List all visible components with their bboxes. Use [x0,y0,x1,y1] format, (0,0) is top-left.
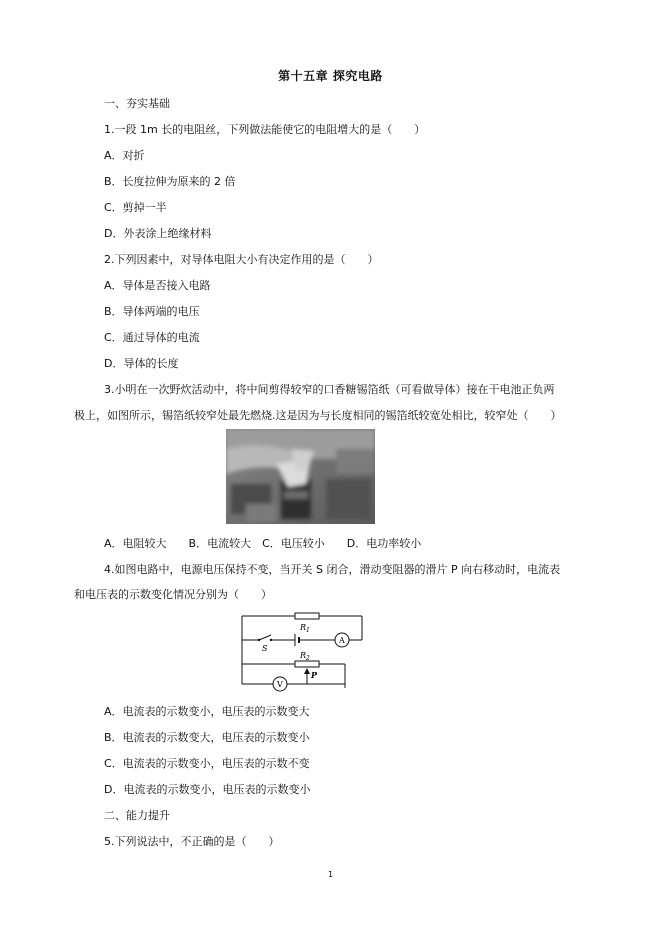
label-switch: S [262,644,268,653]
chapter-title: 第十五章 探究电路 [278,69,383,83]
question-1-option-b: B．长度拉伸为原来的 2 倍 [104,175,236,188]
question-3-stem-line1: 3.小明在一次野炊活动中，将中间剪得较窄的口香糖锡箔纸（可看做导体）接在干电池正负两 [104,383,555,396]
label-ammeter: A [339,636,345,645]
page-number: 1 [327,870,334,879]
question-1-option-a: A．对折 [104,149,145,162]
question-1-stem: 1.一段 1m 长的电阻丝，下列做法能使它的电阻增大的是（ ） [104,123,426,136]
question-2-option-d: D．导体的长度 [104,357,179,370]
section-heading-basics: 一、夯实基础 [104,97,170,110]
question-5-stem: 5.下列说法中，不正确的是（ ） [104,835,280,848]
label-r2: $R_2$ [300,651,310,662]
question-4-option-b: B．电流表的示数变大，电压表的示数变小 [104,731,310,744]
question-4-option-a: A．电流表的示数变小，电压表的示数变大 [104,705,310,718]
question-4-option-c: C．电流表的示数变小，电压表的示数不变 [104,757,310,770]
question-2-option-c: C．通过导体的电流 [104,331,200,344]
circuit-diagram [237,610,365,692]
question-4-option-d: D．电流表的示数变小，电压表的示数变小 [104,783,311,796]
question-4-stem-line1: 4.如图电路中，电源电压保持不变，当开关 S 闭合，滑动变阻器的滑片 P 向右移动时，电流表 [104,563,561,576]
question-4-stem-line2: 和电压表的示数变化情况分别为（ ） [74,588,272,601]
switch-s [259,635,271,640]
question-3-options: A．电阻较大 B．电流较大 C．电压较小 D．电功率较小 [104,537,422,550]
label-r1: $R_1$ [300,623,310,634]
question-2-option-a: A．导体是否接入电路 [104,279,211,292]
question-1-option-d: D．外表涂上绝缘材料 [104,227,212,240]
question-3-stem-line2: 极上，如图所示，锡箔纸较窄处最先燃烧.这是因为与长度相同的锡箔纸较宽处相比，较窄处（ ） [74,409,562,422]
foil-battery-photo [226,429,375,524]
label-slider: P [311,670,318,680]
resistor-r1 [295,613,319,619]
label-voltmeter: V [277,680,283,689]
question-2-stem: 2.下列因素中，对导体电阻大小有决定作用的是（ ） [104,253,379,266]
question-2-option-b: B．导体两端的电压 [104,305,200,318]
section-heading-advanced: 二、能力提升 [104,809,170,822]
question-1-option-c: C．剪掉一半 [104,201,167,214]
